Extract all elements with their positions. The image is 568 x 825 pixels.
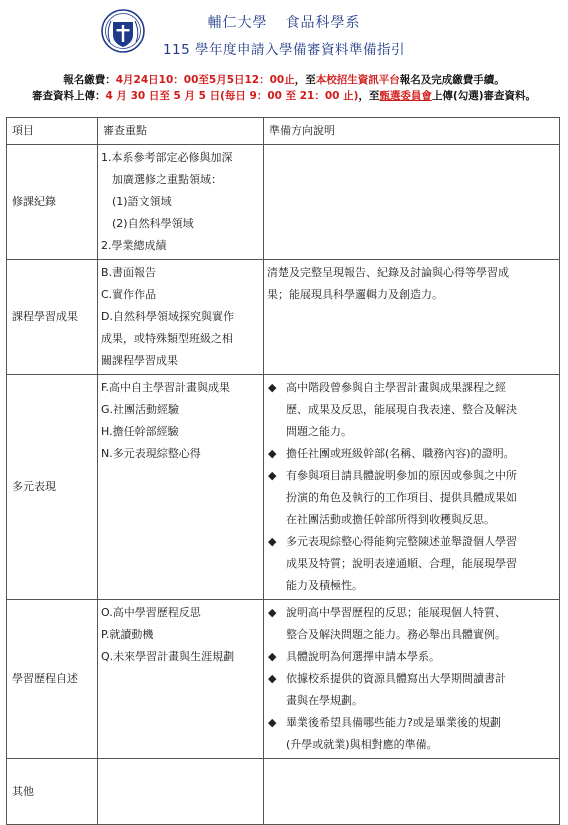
bullet-line: 在社團活動或擔任幹部所得到收穫與反思。 <box>286 513 495 526</box>
row-category: 修課紀錄 <box>7 145 98 260</box>
page-title <box>0 12 568 32</box>
diamond-bullet-icon: ◆ <box>268 650 277 663</box>
row-points <box>98 375 264 600</box>
list-item: O.高中學習歷程反思 <box>101 606 201 619</box>
list-item: 2.學業總成績 <box>101 239 167 252</box>
bullet-item <box>267 712 556 756</box>
diamond-bullet-icon: ◆ <box>268 672 277 685</box>
review-guide-table <box>6 117 560 825</box>
bullet-line: 扮演的角色及執行的工作項目、提供具體成果如 <box>286 491 517 504</box>
list-item: N.多元表現綜整心得 <box>101 447 201 460</box>
list-item: B.書面報告 <box>101 266 157 279</box>
row-points <box>98 759 264 825</box>
table-row <box>7 759 560 825</box>
list-item: 加廣選修之重點領域： <box>112 173 222 186</box>
bullet-line: 有參與項目請具體說明參加的原因或參與之中所 <box>286 469 517 482</box>
upload-mid: ，至 <box>358 90 380 102</box>
row-category: 學習歷程自述 <box>7 600 98 759</box>
row-category: 其他 <box>7 759 98 825</box>
document-subtitle: 115 學年度申請入學備審資料準備指引 <box>162 42 406 58</box>
row-points <box>98 260 264 375</box>
bullet-item <box>267 443 556 465</box>
list-item: (1)語文領域 <box>112 195 172 208</box>
list-item: Q.未來學習計畫與生涯規劃 <box>101 650 235 663</box>
bullet-line: (升學或就業)與相對應的準備。 <box>286 738 438 751</box>
desc-line: 果；能展現具科學邏輯力及創造力。 <box>267 288 443 301</box>
upload-platform: 甄選委員會 <box>379 90 432 102</box>
bullet-line: 整合及解決問題之能力。務必舉出具體實例。 <box>286 628 506 641</box>
table-row <box>7 600 560 759</box>
diamond-bullet-icon: ◆ <box>268 716 277 729</box>
table-row <box>7 145 560 260</box>
fee-notice <box>0 72 568 87</box>
bullet-item <box>267 377 556 443</box>
bullet-line: 成果及特質；說明表達通順、合理，能展現學習 <box>286 557 517 570</box>
table-row <box>7 260 560 375</box>
list-item: (2)自然科學領域 <box>112 217 194 230</box>
diamond-bullet-icon: ◆ <box>268 469 277 482</box>
fee-date: 4月24日10：00至5月5日12：00止 <box>115 74 295 86</box>
list-item: G.社團活動經驗 <box>101 403 180 416</box>
bullet-line: 依據校系提供的資源具體寫出大學期間讀書計 <box>286 672 506 685</box>
bullet-item <box>267 602 556 646</box>
list-item: 關課程學習成果 <box>101 354 178 367</box>
school-name: 輔仁大學 <box>207 15 268 31</box>
list-item: 1.本系參考部定必修與加深 <box>101 151 233 164</box>
bullet-line: 畫與在學規劃。 <box>286 694 363 707</box>
table-row <box>7 375 560 600</box>
list-item: 成果，或特殊類型班級之相 <box>101 332 233 345</box>
row-desc <box>264 145 560 260</box>
fee-end: 報名及完成繳費手續。 <box>399 74 505 86</box>
bullet-line: 能力及積極性。 <box>286 579 363 592</box>
list-item: F.高中自主學習計畫與成果 <box>101 381 231 394</box>
upload-end: 上傳(勾選)審查資料。 <box>431 90 537 102</box>
table-header-row <box>7 118 560 145</box>
header-preparation: 準備方向說明 <box>264 118 560 145</box>
row-category: 多元表現 <box>7 375 98 600</box>
list-item: D.自然科學領域探究與實作 <box>101 310 234 323</box>
row-desc <box>264 759 560 825</box>
desc-line: 清楚及完整呈現報告、紀錄及討論與心得等學習成 <box>267 266 509 279</box>
bullet-line: 問題之能力。 <box>286 425 352 438</box>
bullet-line: 擔任社團或班級幹部(名稱、職務內容)的證明。 <box>286 447 515 460</box>
diamond-bullet-icon: ◆ <box>268 381 277 394</box>
row-points <box>98 145 264 260</box>
diamond-bullet-icon: ◆ <box>268 535 277 548</box>
list-item: H.擔任幹部經驗 <box>101 425 179 438</box>
bullet-item <box>267 531 556 597</box>
header-review-focus: 審查重點 <box>98 118 264 145</box>
row-desc <box>264 375 560 600</box>
row-category: 課程學習成果 <box>7 260 98 375</box>
upload-label: 審查資料上傳： <box>31 90 106 102</box>
department-name: 食品科學系 <box>285 15 361 31</box>
fee-mid: ，至 <box>294 74 316 86</box>
upload-notice <box>0 88 568 103</box>
bullet-line: 說明高中學習歷程的反思；能展現個人特質、 <box>286 606 506 619</box>
list-item: P.就讀動機 <box>101 628 154 641</box>
list-item: C.實作作品 <box>101 288 157 301</box>
bullet-item <box>267 668 556 712</box>
bullet-line: 畢業後希望具備哪些能力?或是畢業後的規劃 <box>286 716 501 729</box>
bullet-item <box>267 646 556 668</box>
bullet-line: 具體說明為何選擇申請本學系。 <box>286 650 440 663</box>
fee-label: 報名繳費： <box>63 74 116 86</box>
bullet-line: 歷、成果及反思，能展現自我表達、整合及解決 <box>286 403 517 416</box>
row-desc <box>264 260 560 375</box>
bullet-item <box>267 465 556 531</box>
row-points <box>98 600 264 759</box>
row-desc <box>264 600 560 759</box>
upload-date: 4 月 30 日至 5 月 5 日(每日 9：00 至 21：00 止) <box>105 90 359 102</box>
bullet-line: 多元表現綜整心得能夠完整陳述並舉證個人學習 <box>286 535 517 548</box>
diamond-bullet-icon: ◆ <box>268 447 277 460</box>
bullet-line: 高中階段曾參與自主學習計畫與成果課程之經 <box>286 381 506 394</box>
diamond-bullet-icon: ◆ <box>268 606 277 619</box>
fee-platform: 本校招生資訊平台 <box>315 74 400 86</box>
header-item: 項目 <box>7 118 98 145</box>
